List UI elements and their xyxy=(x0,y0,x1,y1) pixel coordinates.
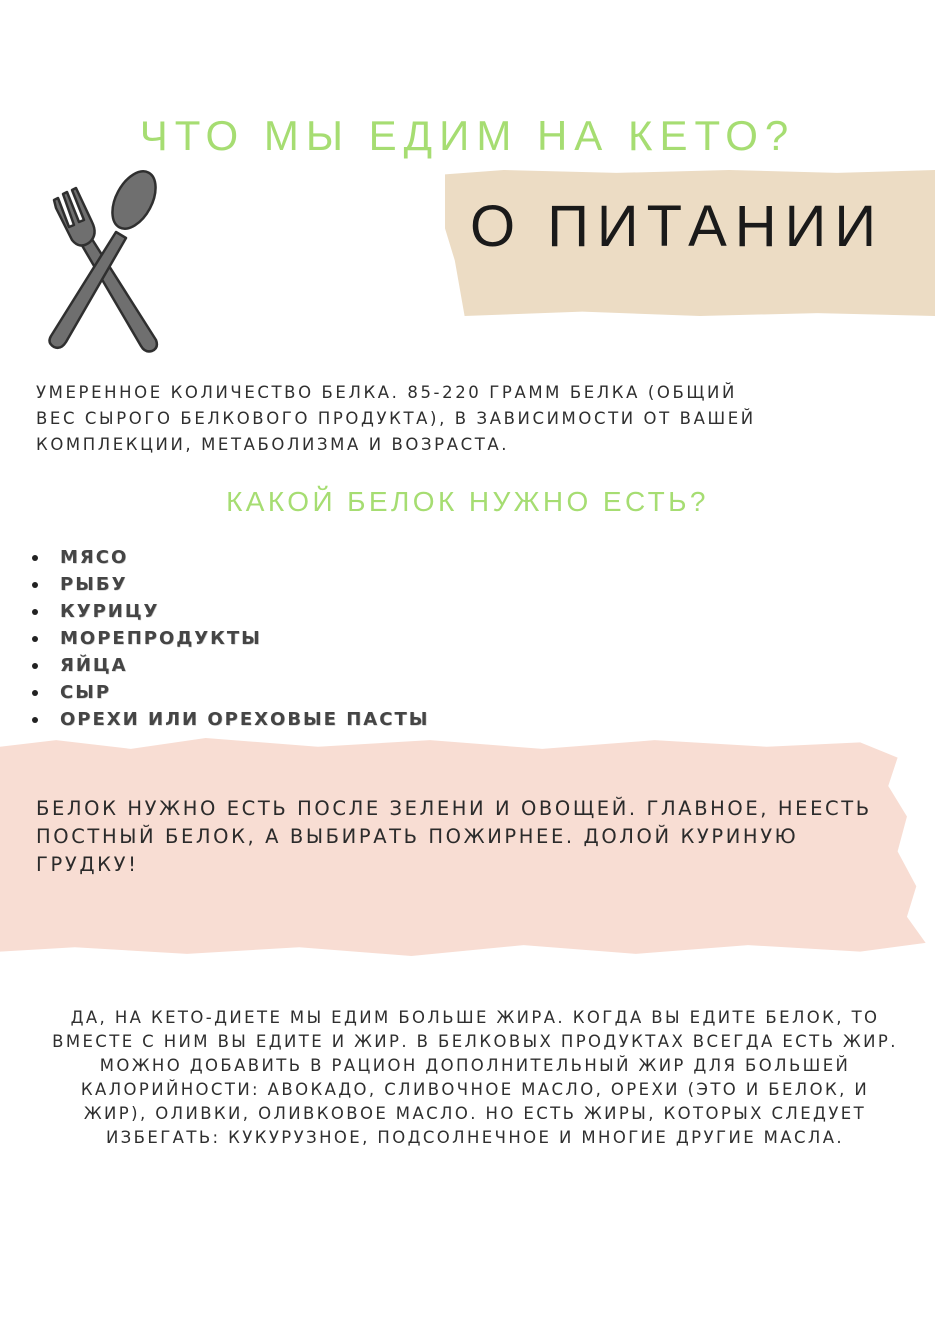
fats-paragraph xyxy=(40,1006,910,1150)
bullet-icon xyxy=(32,609,38,615)
fats-line: ИЗБЕГАТЬ: КУКУРУЗНОЕ, ПОДСОЛНЕЧНОЕ И МНОГИЕ ДРУГИЕ МАСЛА. xyxy=(105,1128,845,1147)
fats-line: МОЖНО ДОБАВИТЬ В РАЦИОН ДОПОЛНИТЕЛЬНЫЙ ЖИР ДЛЯ БОЛЬШЕЙ xyxy=(99,1056,851,1075)
bullet-icon xyxy=(32,636,38,642)
protein-list xyxy=(28,544,429,733)
list-item-label: МЯСО xyxy=(60,547,129,568)
list-item xyxy=(28,571,429,598)
fats-line: ЖИР), ОЛИВКИ, ОЛИВКОВОЕ МАСЛО. НО ЕСТЬ ЖИРЫ, КОТОРЫХ СЛЕДУЕТ xyxy=(83,1104,867,1123)
protein-note xyxy=(36,795,916,879)
protein-heading: КАКОЙ БЕЛОК НУЖНО ЕСТЬ? xyxy=(226,486,709,517)
fork-and-spoon-icon xyxy=(28,170,163,355)
page-title: ЧТО МЫ ЕДИМ НА КЕТО? xyxy=(139,112,796,159)
fats-line: ВМЕСТЕ С НИМ ВЫ ЕДИТЕ И ЖИР. В БЕЛКОВЫХ ПРОДУКТАХ ВСЕГДА ЕСТЬ ЖИР. xyxy=(52,1032,898,1051)
list-item-label: РЫБУ xyxy=(60,574,128,595)
bullet-icon xyxy=(32,663,38,669)
bullet-icon xyxy=(32,717,38,723)
list-item-label: ЯЙЦА xyxy=(60,655,128,676)
intro-line: КОМПЛЕКЦИИ, МЕТАБОЛИЗМА И ВОЗРАСТА. xyxy=(36,435,510,454)
note-line: БЕЛОК НУЖНО ЕСТЬ ПОСЛЕ ЗЕЛЕНИ И ОВОЩЕЙ. ГЛАВНОЕ, НЕЕСТЬ xyxy=(36,797,872,820)
list-item xyxy=(28,625,429,652)
list-item xyxy=(28,598,429,625)
list-item xyxy=(28,544,429,571)
bullet-icon xyxy=(32,690,38,696)
banner-title: О ПИТАНИИ xyxy=(470,194,885,259)
fats-line: ДА, НА КЕТО-ДИЕТЕ МЫ ЕДИМ БОЛЬШЕ ЖИРА. КОГДА ВЫ ЕДИТЕ БЕЛОК, ТО xyxy=(70,1008,880,1027)
list-item xyxy=(28,679,429,706)
bullet-icon xyxy=(32,582,38,588)
list-item-label: ОРЕХИ ИЛИ ОРЕХОВЫЕ ПАСТЫ xyxy=(60,709,430,730)
list-item-label: СЫР xyxy=(60,682,112,703)
list-item-label: КУРИЦУ xyxy=(60,601,160,622)
intro-line: ВЕС СЫРОГО БЕЛКОВОГО ПРОДУКТА), В ЗАВИСИМОСТИ ОТ ВАШЕЙ xyxy=(36,409,756,428)
list-item xyxy=(28,706,429,733)
intro-line: УМЕРЕННОЕ КОЛИЧЕСТВО БЕЛКА. 85-220 ГРАММ БЕЛКА (ОБЩИЙ xyxy=(36,383,737,402)
intro-paragraph xyxy=(36,380,866,458)
fats-line: КАЛОРИЙНОСТИ: АВОКАДО, СЛИВОЧНОЕ МАСЛО, ОРЕХИ (ЭТО И БЕЛОК, И xyxy=(80,1080,870,1099)
bullet-icon xyxy=(32,555,38,561)
note-line: ГРУДКУ! xyxy=(36,853,139,876)
list-item xyxy=(28,652,429,679)
note-line: ПОСТНЫЙ БЕЛОК, А ВЫБИРАТЬ ПОЖИРНЕЕ. ДОЛОЙ КУРИНУЮ xyxy=(36,825,799,848)
list-item-label: МОРЕПРОДУКТЫ xyxy=(60,628,262,649)
